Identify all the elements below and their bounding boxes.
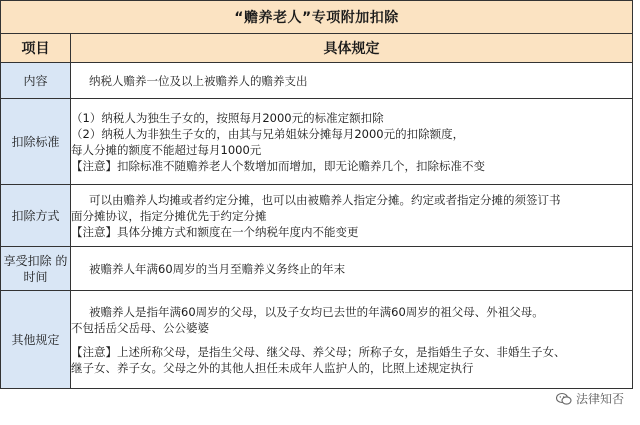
method-note: 【注意】具体分摊方式和额度在一个纳税年度内不能变更: [71, 224, 359, 239]
row-label-method: 扣除方式: [1, 185, 71, 247]
time-line-1: 被赡养人年满60周岁的当月至赡养义务终止的年末: [89, 261, 346, 276]
watermark: [556, 390, 624, 407]
column-header-rules: 具体规定: [71, 34, 633, 63]
time-label-line-2: 的时间: [23, 253, 68, 284]
standard-line-3: 每人分摊的额度不能超过每月1000元: [71, 142, 262, 157]
standard-note: 【注意】扣除标准不随赡养老人个数增加而增加，即无论赡养几个，扣除标准不变: [71, 158, 485, 173]
row-body-standard: [71, 99, 633, 185]
row-label-standard: 扣除标准: [1, 99, 71, 185]
other-note-line-2: 继子女、养子女。父母之外的其他人担任未成年人监护人的，比照上述规定执行: [71, 360, 474, 375]
table-title: “赡养老人”专项附加扣除: [1, 1, 633, 34]
content-line-1: 纳税人赡养一位及以上被赡养人的赡养支出: [89, 73, 308, 88]
row-label-time: [1, 247, 71, 291]
method-line-1: 可以由赡养人均摊或者约定分摊，也可以由被赡养人指定分摊。约定或者指定分摊的须签订书: [89, 192, 561, 207]
row-body-time: [71, 247, 633, 291]
table-row-method: [1, 185, 633, 247]
table-row-time: [1, 247, 633, 291]
row-label-other: 其他规定: [1, 291, 71, 389]
other-line-2: 不包括岳父岳母、公公婆婆: [71, 320, 209, 335]
table-row-other: [1, 291, 633, 389]
table-row-content: [1, 63, 633, 99]
standard-line-2: （2）纳税人为非独生子女的，由其与兄弟姐妹分摊每月2000元的扣除额度，: [71, 126, 465, 141]
row-body-content: [71, 63, 633, 99]
row-label-content: 内容: [1, 63, 71, 99]
column-header-item: 项目: [1, 34, 71, 63]
other-spacer: [71, 336, 632, 344]
method-line-2: 面分摊协议，指定分摊优先于约定分摊: [71, 208, 267, 223]
watermark-text: 法律知否: [575, 392, 624, 406]
wechat-logo-icon: [556, 392, 572, 406]
row-body-other: [71, 291, 633, 389]
other-note-line-1: 【注意】上述所称父母，是指生父母、继父母、养父母；所称子女，是指婚生子女、非婚生子女、: [71, 344, 566, 359]
table-row-standard: [1, 99, 633, 185]
time-label-line-1: 享受扣除: [3, 253, 52, 268]
other-line-1: 被赡养人是指年满60周岁的父母，以及子女均已去世的年满60周岁的祖父母、外祖父母。: [89, 304, 544, 319]
row-body-method: [71, 185, 633, 247]
standard-line-1: （1）纳税人为独生子女的，按照每月2000元的标准定额扣除: [71, 110, 384, 125]
